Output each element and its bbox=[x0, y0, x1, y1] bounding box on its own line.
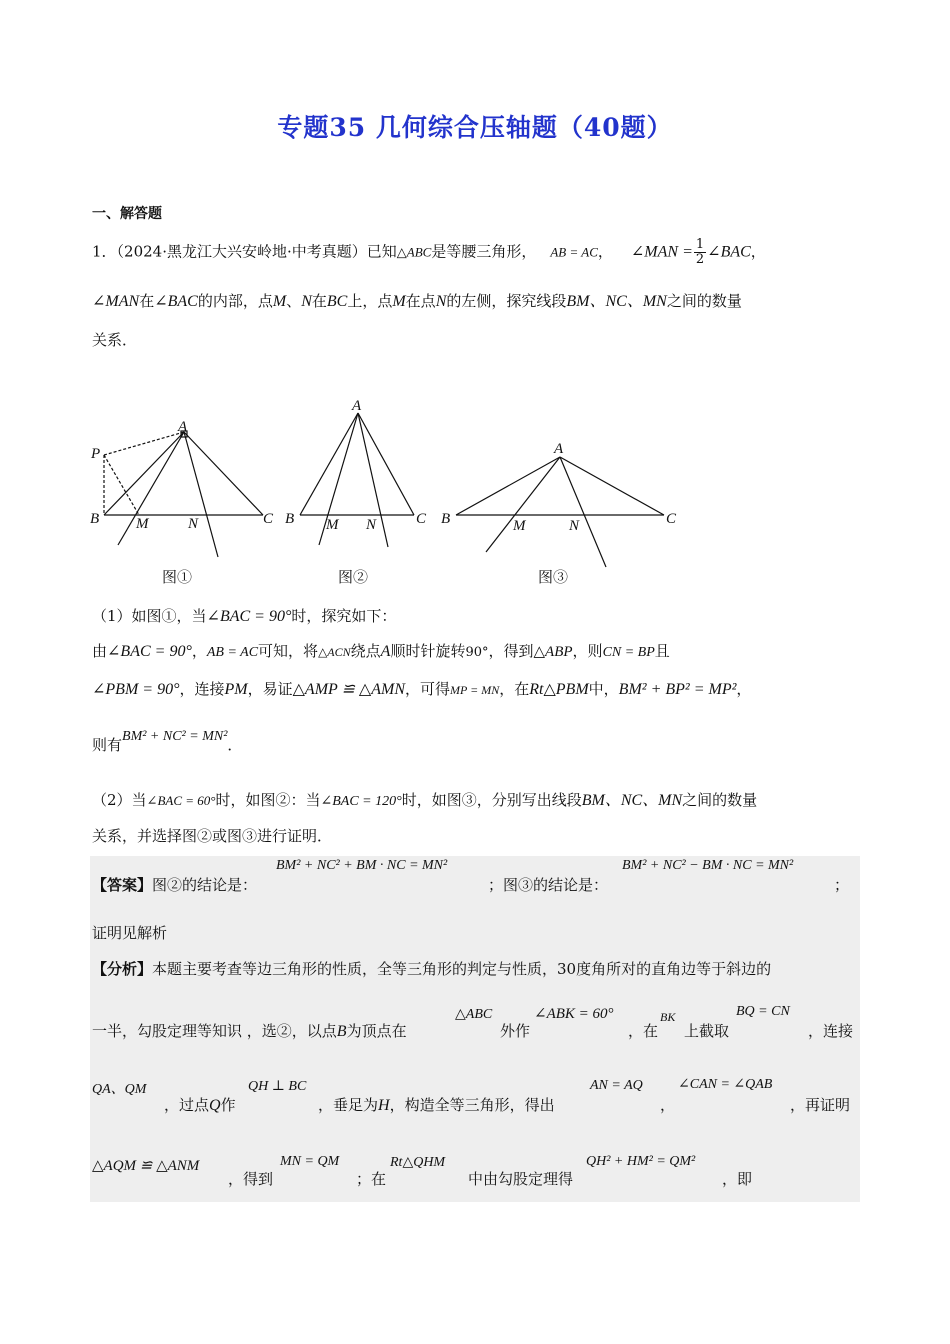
math: ∠BAC bbox=[707, 243, 751, 261]
text: ， bbox=[597, 242, 613, 261]
math: ∠MAN bbox=[92, 293, 140, 310]
text: ，即 bbox=[722, 1170, 753, 1188]
text: 在点 bbox=[405, 292, 436, 310]
fig2-side-ac bbox=[358, 413, 414, 515]
text: （1）如图①，当 bbox=[92, 607, 207, 625]
text: 作 bbox=[220, 1096, 236, 1114]
text: 时，如图②：当 bbox=[215, 791, 321, 809]
analysis-line-3 bbox=[164, 1094, 236, 1115]
part2-line-1 bbox=[92, 787, 757, 810]
math: B bbox=[336, 1023, 347, 1040]
fig2-label-m: M bbox=[326, 517, 339, 533]
text: 在 bbox=[311, 292, 327, 310]
math: MP = MN bbox=[450, 683, 500, 697]
text: ； bbox=[834, 876, 850, 894]
text: ，易证 bbox=[247, 680, 293, 698]
text: ，构造全等三角形，得出 bbox=[389, 1096, 555, 1114]
math: △ABC bbox=[396, 244, 432, 260]
figure-1 bbox=[104, 431, 263, 557]
math: ∠PBM = 90° bbox=[92, 681, 180, 698]
figure-2 bbox=[300, 413, 414, 547]
text: 绕点 bbox=[350, 642, 381, 660]
fig1-label-a: A bbox=[178, 419, 188, 435]
text: ，可得 bbox=[405, 680, 451, 698]
text: ，过点 bbox=[164, 1096, 210, 1114]
math: BM、NC、MN bbox=[581, 792, 683, 809]
answer-formula-1: BM² + NC² + BM · NC = MN² bbox=[276, 858, 448, 873]
denominator: 2 bbox=[695, 252, 705, 267]
part1-line-1 bbox=[92, 605, 396, 626]
math: ∠BAC = 90° bbox=[206, 608, 292, 625]
figure-3-labels bbox=[441, 441, 677, 534]
math: M bbox=[392, 293, 406, 310]
answer-line-1 bbox=[92, 874, 257, 895]
text: 图②的结论是： bbox=[152, 876, 258, 894]
math: ∠BAC = 90° bbox=[107, 643, 192, 660]
text: ． bbox=[227, 736, 243, 754]
analysis-line-4: ，得到 bbox=[228, 1170, 274, 1188]
math: AN = AQ bbox=[590, 1078, 643, 1093]
math: BK bbox=[660, 1010, 676, 1024]
text: ，则 bbox=[572, 642, 603, 660]
fig1-label-m: M bbox=[136, 516, 149, 532]
text: ；在 bbox=[356, 1170, 387, 1188]
part1-line-3 bbox=[92, 678, 751, 699]
text: 的左侧，探究线段 bbox=[446, 292, 567, 310]
fig1-dash-pm bbox=[104, 455, 139, 515]
fig3-label-n: N bbox=[569, 518, 580, 534]
math: △ACN bbox=[318, 645, 351, 659]
text: 本题主要考查等边三角形的性质，全等三角形的判定与性质，30度角所对的直角边等于斜边的 bbox=[152, 960, 772, 978]
text: 在 bbox=[139, 292, 155, 310]
figure-caption-3: 图③ bbox=[538, 568, 569, 586]
math: BC bbox=[326, 293, 348, 310]
problem-line-3: 关系． bbox=[92, 331, 138, 349]
text: ，垂足为 bbox=[318, 1096, 379, 1114]
text: 外作 bbox=[500, 1022, 531, 1040]
page-title: 专题35 几何综合压轴题（40题） bbox=[277, 113, 673, 142]
text: 、 bbox=[286, 292, 302, 310]
math: ∠BAC bbox=[154, 293, 198, 310]
math: QA、QM bbox=[92, 1082, 147, 1097]
fig1-side-ab bbox=[104, 432, 184, 515]
text: （2）当 bbox=[92, 791, 147, 809]
text: 中， bbox=[588, 680, 619, 698]
math: QH ⊥ BC bbox=[248, 1079, 307, 1094]
math: ∠BAC = 60° bbox=[146, 793, 216, 808]
math: ∠ABK = 60° bbox=[534, 1006, 614, 1022]
math: H bbox=[378, 1097, 390, 1114]
text: 由 bbox=[92, 642, 108, 660]
fig1-label-p: P bbox=[91, 446, 101, 462]
math: △ABP bbox=[533, 644, 573, 660]
text: ，在 bbox=[628, 1022, 659, 1040]
fig2-label-n: N bbox=[366, 517, 377, 533]
math: BM² + NC² = MN² bbox=[122, 729, 228, 744]
answer-tag: 【答案】 bbox=[92, 876, 153, 894]
fig1-label-n: N bbox=[188, 516, 199, 532]
text: 时，探究如下： bbox=[291, 607, 397, 625]
figure-caption-1: 图① bbox=[162, 568, 193, 586]
answer-formula-2: BM² + NC² − BM · NC = MN² bbox=[622, 858, 794, 873]
part2-line-2: 关系，并选择图②或图③进行证明． bbox=[92, 827, 333, 845]
fig1-ray-an bbox=[184, 432, 218, 557]
math: △AMP ≌ △AMN bbox=[292, 681, 405, 698]
text: ，连接 bbox=[179, 680, 225, 698]
math: △AQM ≌ △ANM bbox=[92, 1158, 200, 1174]
fig2-label-b: B bbox=[285, 511, 295, 527]
math: CN = BP bbox=[602, 645, 655, 660]
fig1-ray-am bbox=[118, 432, 184, 545]
analysis-line-2 bbox=[92, 1020, 407, 1041]
text: ， bbox=[191, 642, 207, 660]
math: BM² + BP² = MP² bbox=[618, 681, 737, 698]
fig2-label-a: A bbox=[352, 398, 362, 414]
fig3-label-c: C bbox=[666, 511, 677, 527]
math: A bbox=[380, 643, 391, 660]
math: AB = AC bbox=[550, 244, 598, 260]
fig2-side-ab bbox=[300, 413, 358, 515]
fig3-label-m: M bbox=[513, 518, 526, 534]
text: 中由勾股定理得 bbox=[468, 1170, 574, 1188]
text: 是等腰三角形， bbox=[431, 242, 537, 261]
fig3-label-a: A bbox=[554, 441, 564, 457]
math: N bbox=[301, 293, 312, 310]
text bbox=[318, 1094, 555, 1115]
text: ， bbox=[660, 1096, 676, 1114]
math: ∠MAN = bbox=[630, 243, 693, 261]
math: AB = AC bbox=[206, 645, 259, 660]
math: △ABC bbox=[455, 1007, 493, 1022]
text: 的内部，点 bbox=[197, 292, 273, 310]
analysis-tag: 【分析】 bbox=[92, 960, 153, 978]
text: 1．（2024·黑龙江大兴安岭地·中考真题）已知 bbox=[92, 242, 397, 261]
fig3-side-ab bbox=[456, 457, 560, 515]
text: 上截取 bbox=[684, 1022, 730, 1040]
answer-box bbox=[90, 856, 860, 1202]
problem-line-1 bbox=[92, 238, 766, 267]
math: BM、NC、MN bbox=[566, 293, 667, 310]
part1-line-4 bbox=[92, 729, 243, 755]
text: 之间的数量 bbox=[682, 791, 758, 809]
fig3-side-ac bbox=[560, 457, 664, 515]
text: ，再证明 bbox=[790, 1096, 851, 1114]
problem-line-2 bbox=[92, 288, 742, 311]
text: ；图③的结论是： bbox=[488, 876, 609, 894]
math: Q bbox=[209, 1097, 221, 1114]
figure-3 bbox=[456, 457, 664, 567]
figure-caption-2: 图② bbox=[338, 568, 369, 586]
answer-line-2: 证明见解析 bbox=[92, 924, 168, 942]
geometry-figures bbox=[86, 395, 706, 590]
math: 90° bbox=[465, 645, 489, 660]
text: 可知，将 bbox=[258, 642, 319, 660]
fig3-label-b: B bbox=[441, 511, 451, 527]
text: 上，点 bbox=[347, 292, 393, 310]
fraction bbox=[694, 238, 706, 267]
text: 顺时针旋转 bbox=[390, 642, 466, 660]
text: ，在 bbox=[499, 680, 530, 698]
fig3-ray-am bbox=[486, 457, 560, 552]
text: 为顶点在 bbox=[346, 1022, 407, 1040]
fig2-ray-am bbox=[319, 413, 358, 545]
text: 时，如图③，分别写出线段 bbox=[401, 791, 582, 809]
math: QH² + HM² = QM² bbox=[586, 1154, 696, 1169]
math: MN = QM bbox=[280, 1154, 340, 1169]
part1-line-2 bbox=[92, 640, 670, 661]
text: ，连接 bbox=[808, 1022, 854, 1040]
math: ∠CAN = ∠QAB bbox=[678, 1077, 773, 1092]
text: 之间的数量 bbox=[666, 292, 742, 310]
math: Rt△PBM bbox=[529, 681, 589, 698]
fig1-label-b: B bbox=[90, 511, 100, 527]
text: 一半，勾股定理等知识 ，选②，以点 bbox=[92, 1022, 337, 1040]
math: Rt△QHM bbox=[390, 1155, 446, 1170]
numerator: 1 bbox=[695, 237, 705, 252]
text: ， bbox=[736, 680, 752, 698]
fig1-label-c: C bbox=[263, 511, 274, 527]
math: ∠BAC = 120° bbox=[320, 794, 402, 809]
text: 则有 bbox=[92, 736, 123, 754]
math: PM bbox=[224, 681, 248, 698]
section-heading: 一、解答题 bbox=[92, 206, 162, 222]
math: M bbox=[272, 293, 287, 310]
text: ， bbox=[750, 242, 766, 261]
math: N bbox=[435, 293, 447, 310]
text: ，得到 bbox=[488, 642, 534, 660]
fig3-ray-an bbox=[560, 457, 606, 567]
math: BQ = CN bbox=[736, 1004, 790, 1019]
fig2-label-c: C bbox=[416, 511, 427, 527]
text: 且 bbox=[654, 642, 670, 660]
analysis-line-1 bbox=[92, 958, 771, 979]
